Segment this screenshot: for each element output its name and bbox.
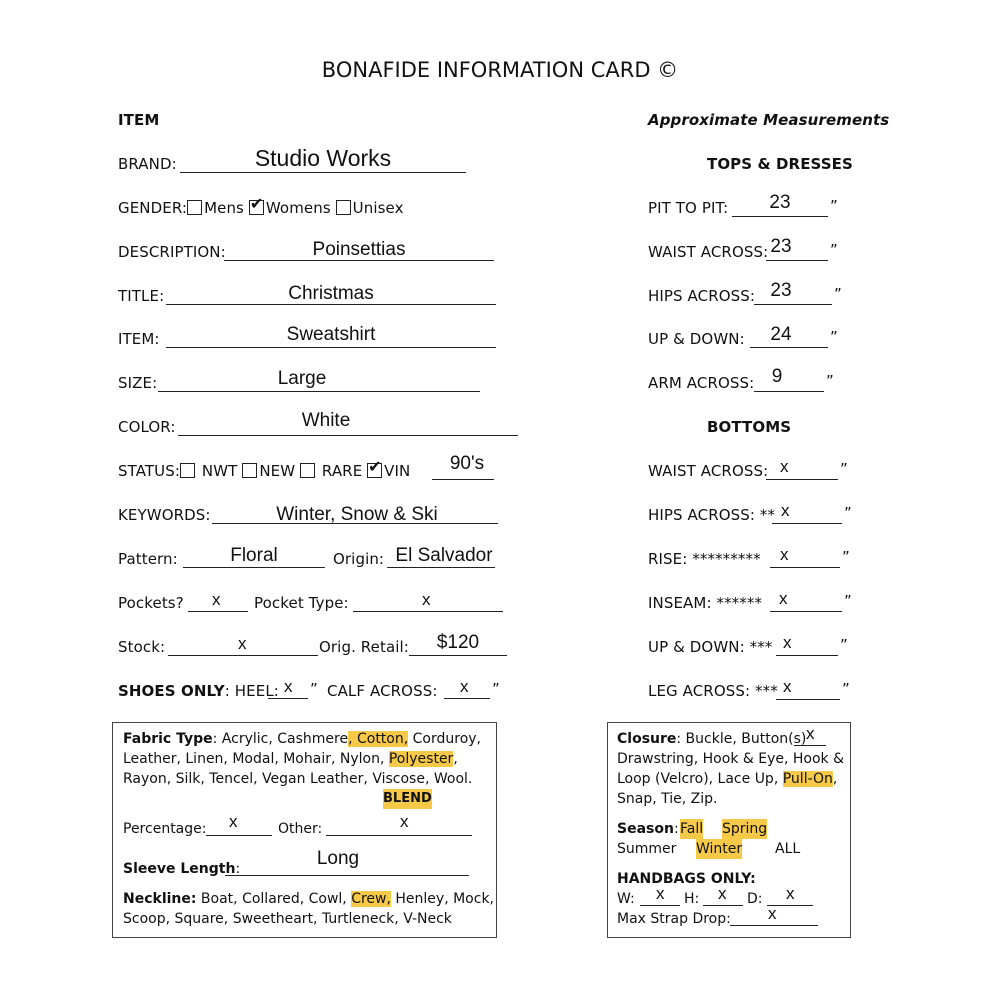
season-summer: Summer (617, 841, 677, 857)
fabric-options-2a: Leather, Linen, Modal, Mohair, Nylon, (123, 751, 389, 767)
pockets-label: Pockets? (118, 594, 184, 612)
status-row (118, 457, 411, 480)
fabric-option-cotton: , Cotton, (348, 731, 409, 747)
description-label: DESCRIPTION: (118, 243, 226, 261)
closure-line-4: Snap, Tie, Zip. (617, 791, 718, 807)
fabric-type-label: Fabric Type (123, 731, 213, 747)
pockets-line (188, 611, 248, 612)
status-line (432, 479, 494, 480)
fabric-option-polyester: Polyester (388, 751, 454, 767)
gender-unisex-label: Unisex (352, 199, 404, 217)
closure-line-1 (617, 729, 806, 749)
tops-pit-label: PIT TO PIT: (648, 199, 729, 217)
tops-header: TOPS & DRESSES (707, 155, 853, 173)
tops-pit-line (732, 216, 828, 217)
pockets-value[interactable]: x (212, 590, 221, 609)
item-label: ITEM: (118, 330, 160, 348)
pattern-value[interactable]: Floral (230, 545, 278, 566)
heel-unit: ” (310, 680, 318, 698)
neckline-option-crew: Crew, (351, 891, 391, 907)
handbags-d-label: D: (747, 891, 763, 907)
bottoms-waist-value[interactable]: x (780, 457, 789, 476)
closure-options-3a: Loop (Velcro), Lace Up, (617, 771, 783, 787)
handbags-h-line (703, 905, 743, 906)
tops-arm-unit: ” (826, 372, 834, 390)
color-label: COLOR: (118, 418, 176, 436)
strap-drop-line (730, 925, 818, 926)
bottoms-rise-unit: ” (842, 548, 850, 566)
handbags-h-label: H: (684, 891, 700, 907)
size-value[interactable]: Large (277, 368, 327, 389)
bottoms-inseam-value[interactable]: x (779, 589, 788, 608)
stock-label: Stock: (118, 638, 166, 656)
closure-line-2: Drawstring, Hook & Eye, Hook & (617, 751, 845, 767)
item-value[interactable]: Sweatshirt (286, 324, 376, 345)
status-nwt-label: NWT (201, 462, 238, 480)
color-value[interactable]: White (301, 410, 351, 431)
other-line (326, 835, 472, 836)
shoes-only-label: SHOES ONLY (118, 682, 225, 700)
season-label: Season (617, 821, 674, 837)
calf-line (444, 698, 490, 699)
bottoms-hips-line (772, 523, 842, 524)
handbags-d-value[interactable]: x (786, 884, 795, 903)
bottoms-hips-value[interactable]: x (781, 501, 790, 520)
pocket-type-value[interactable]: x (422, 590, 431, 609)
closure-line-3 (617, 769, 837, 789)
origin-line (387, 567, 495, 568)
season-spring: Spring (722, 821, 768, 837)
gender-mens-label: Mens (204, 199, 244, 217)
status-value[interactable]: 90's (449, 453, 485, 474)
tops-arm-value[interactable]: 9 (771, 366, 783, 387)
season-all: ALL (775, 841, 801, 857)
bottoms-waist-line (766, 479, 838, 480)
tops-pit-unit: ” (830, 197, 838, 215)
origin-label: Origin: (333, 550, 385, 568)
sleeve-label: Sleeve Length (123, 861, 236, 877)
tops-waist-line (766, 260, 828, 261)
bottoms-hips-unit: ” (844, 504, 852, 522)
season-colon: : (673, 821, 679, 837)
origin-value[interactable]: El Salvador (395, 545, 493, 566)
sleeve-line (225, 875, 469, 876)
closure-label: Closure (617, 731, 677, 747)
bottoms-updown-label: UP & DOWN: *** (648, 638, 773, 656)
status-rare-checkbox[interactable] (300, 463, 315, 478)
brand-value[interactable]: Studio Works (254, 145, 392, 171)
handbags-w-label: W: (617, 891, 635, 907)
fabric-options-1a: : Acrylic, Cashmere (212, 731, 349, 747)
fabric-blend: BLEND (383, 789, 432, 809)
keywords-value[interactable]: Winter, Snow & Ski (276, 504, 438, 525)
season-row-1 (617, 819, 679, 839)
closure-option-pull-on: Pull-On (782, 771, 833, 787)
orig-retail-value[interactable]: $120 (436, 632, 480, 653)
closure-button-line (794, 745, 826, 746)
bottoms-waist-unit: ” (840, 460, 848, 478)
bottoms-leg-line (776, 699, 840, 700)
percentage-label: Percentage: (123, 821, 207, 837)
fabric-line-1 (123, 729, 481, 749)
bottoms-inseam-label: INSEAM: ****** (648, 594, 763, 612)
orig-retail-line (409, 655, 507, 656)
handbags-h-value[interactable]: x (718, 884, 727, 903)
brand-line (180, 172, 466, 173)
sleeve-row (123, 859, 240, 879)
bottoms-inseam-unit: ” (844, 592, 852, 610)
fabric-line-2 (123, 749, 458, 769)
status-vin-checkbox[interactable] (367, 457, 382, 478)
tops-hips-line (754, 304, 832, 305)
calf-label: CALF ACROSS: (327, 682, 438, 700)
percentage-value[interactable]: x (229, 812, 238, 831)
handbags-w-value[interactable]: x (656, 884, 665, 903)
strap-drop-value[interactable]: x (768, 904, 777, 923)
tops-hips-value[interactable]: 23 (770, 280, 792, 301)
pocket-type-label: Pocket Type: (254, 594, 349, 612)
bottoms-updown-line (776, 655, 838, 656)
bottoms-leg-label: LEG ACROSS: *** (648, 682, 778, 700)
bottoms-leg-unit: ” (842, 680, 850, 698)
tops-updown-line (750, 347, 828, 348)
fabric-options-2b: , (453, 751, 458, 767)
gender-unisex-checkbox[interactable] (336, 200, 351, 215)
closure-options-3b: , (832, 771, 838, 787)
other-label: Other: (278, 821, 323, 837)
season-winter: Winter (696, 841, 743, 857)
size-label: SIZE: (118, 374, 158, 392)
size-line (158, 391, 480, 392)
color-line (178, 435, 518, 436)
handbags-w-line (640, 905, 680, 906)
neckline-line-2: Scoop, Square, Sweetheart, Turtleneck, V-Neck (123, 911, 452, 927)
strap-drop-label: Max Strap Drop: (617, 911, 731, 927)
status-rare-label: RARE (321, 462, 363, 480)
tops-waist-label: WAIST ACROSS: (648, 243, 769, 261)
bottoms-hips-label: HIPS ACROSS: ** (648, 506, 776, 524)
neckline-options-1a: Boat, Collared, Cowl, (196, 891, 352, 907)
shoes-row (118, 682, 279, 700)
heel-value[interactable]: x (284, 677, 293, 696)
bottoms-leg-value[interactable]: x (783, 677, 792, 696)
tops-updown-value[interactable]: 24 (770, 324, 792, 345)
pattern-line (183, 567, 325, 568)
heel-line (268, 698, 308, 699)
heel-label: : HEEL: (224, 682, 279, 700)
tops-hips-label: HIPS ACROSS: (648, 287, 756, 305)
neckline-options-1b: Henley, Mock, (390, 891, 495, 907)
calf-unit: ” (492, 680, 500, 698)
season-fall: Fall (680, 821, 704, 837)
keywords-label: KEYWORDS: (118, 506, 211, 524)
status-label: STATUS: (118, 462, 181, 480)
sleeve-colon: : (235, 861, 241, 877)
other-value[interactable]: x (400, 812, 409, 831)
status-vin-label: VIN (384, 462, 411, 480)
handbags-label: HANDBAGS ONLY: (617, 871, 756, 887)
tops-updown-label: UP & DOWN: (648, 330, 745, 348)
calf-value[interactable]: x (460, 677, 469, 696)
tops-waist-value[interactable]: 23 (770, 236, 792, 257)
tops-arm-label: ARM ACROSS: (648, 374, 755, 392)
sleeve-value[interactable]: Long (316, 848, 360, 869)
bottoms-updown-value[interactable]: x (783, 633, 792, 652)
bottoms-updown-unit: ” (840, 636, 848, 654)
neckline-label: Neckline: (123, 891, 197, 907)
tops-updown-unit: ” (830, 328, 838, 346)
title-label: TITLE: (118, 287, 165, 305)
description-value[interactable]: Poinsettias (312, 239, 406, 260)
check-icon: ✔ (368, 457, 382, 476)
status-new-label: NEW (259, 462, 296, 480)
bottoms-rise-label: RISE: ********* (648, 550, 761, 568)
bottoms-rise-line (770, 567, 840, 568)
closure-button-value[interactable]: x (806, 724, 815, 743)
fabric-options-1b: Corduroy, (408, 731, 481, 747)
item-line (166, 347, 496, 348)
stock-line (168, 655, 318, 656)
neckline-line-1 (123, 889, 494, 909)
tops-hips-unit: ” (834, 285, 842, 303)
bottoms-header: BOTTOMS (707, 418, 792, 436)
check-icon: ✔ (249, 194, 264, 213)
brand-label: BRAND: (118, 155, 177, 173)
status-nwt-checkbox[interactable] (180, 463, 195, 478)
bottoms-waist-label: WAIST ACROSS: (648, 462, 769, 480)
status-new-checkbox[interactable] (242, 463, 257, 478)
percentage-line (206, 835, 272, 836)
gender-womens-label: Womens (265, 199, 331, 217)
bottoms-inseam-line (770, 611, 842, 612)
card-title: BONAFIDE INFORMATION CARD © (321, 58, 679, 82)
tops-pit-value[interactable]: 23 (769, 192, 791, 213)
stock-value[interactable]: x (238, 634, 247, 653)
gender-label: GENDER: (118, 199, 188, 217)
item-header: ITEM (118, 111, 160, 129)
pattern-label: Pattern: (118, 550, 178, 568)
bottoms-rise-value[interactable]: x (780, 545, 789, 564)
measurements-header: Approximate Measurements (648, 111, 890, 129)
pocket-type-line (353, 611, 503, 612)
tops-waist-unit: ” (830, 241, 838, 259)
gender-mens-checkbox[interactable] (187, 200, 202, 215)
gender-row (118, 194, 404, 217)
orig-retail-label: Orig. Retail: (319, 638, 409, 656)
tops-arm-line (754, 391, 824, 392)
fabric-line-3: Rayon, Silk, Tencel, Vegan Leather, Viscose, Wool. (123, 771, 473, 787)
closure-options-1: : Buckle, Button(s) (676, 731, 807, 747)
title-value[interactable]: Christmas (288, 283, 374, 304)
gender-womens-checkbox[interactable] (249, 194, 264, 215)
